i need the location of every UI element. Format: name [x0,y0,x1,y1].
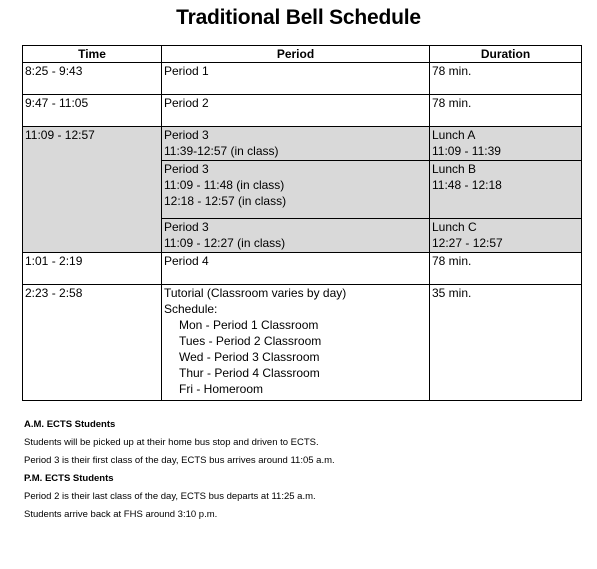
table-row [23,127,582,161]
note-line: Period 3 is their first class of the day, ECTS bus arrives around 11:05 a.m. [24,455,335,466]
tutorial-title: Tutorial (Classroom varies by day) [164,286,347,300]
lunch-time: 11:48 - 12:18 [432,178,502,192]
ects-notes [24,418,335,522]
duration-cell: 78 min. [430,253,582,285]
time-cell: 8:25 - 9:43 [23,63,162,95]
table-row [23,253,582,285]
header-duration: Duration [430,46,582,63]
period-cell [162,127,430,161]
period-line: 11:09 - 11:48 (in class) [164,178,285,192]
period-cell: Period 2 [162,95,430,127]
tutorial-day: Wed - Period 3 Classroom [179,350,320,364]
period-cell: Period 4 [162,253,430,285]
tutorial-day: Tues - Period 2 Classroom [179,334,322,348]
time-cell: 9:47 - 11:05 [23,95,162,127]
bell-schedule-table [22,45,582,401]
period-cell [162,161,430,219]
note-line: Period 2 is their last class of the day, ECTS bus departs at 11:25 a.m. [24,491,316,502]
tutorial-day: Thur - Period 4 Classroom [179,366,320,380]
table-row [23,63,582,95]
period-line: Period 3 [164,128,209,142]
period-cell [162,219,430,253]
note-line: Students arrive back at FHS around 3:10 p.m. [24,509,218,520]
lunch-label: Lunch A [432,128,476,142]
lunch-cell [430,127,582,161]
schedule-label: Schedule: [164,302,218,316]
lunch-cell [430,219,582,253]
period-cell [162,285,430,401]
duration-cell: 35 min. [430,285,582,401]
table-row [23,285,582,401]
lunch-label: Lunch B [432,162,477,176]
period-line: 11:39-12:57 (in class) [164,144,279,158]
period-line: Period 3 [164,162,209,176]
lunch-cell [430,161,582,219]
duration-cell: 78 min. [430,95,582,127]
lunch-time: 12:27 - 12:57 [432,236,503,250]
duration-cell: 78 min. [430,63,582,95]
table-row [23,95,582,127]
header-time: Time [23,46,162,63]
period-line: 12:18 - 12:57 (in class) [164,194,287,208]
period-line: 11:09 - 12:27 (in class) [164,236,286,250]
period-cell: Period 1 [162,63,430,95]
period-line: Period 3 [164,220,209,234]
page-title: Traditional Bell Schedule [176,6,421,29]
lunch-time: 11:09 - 11:39 [432,144,501,158]
time-cell: 2:23 - 2:58 [23,285,162,401]
header-period: Period [162,46,430,63]
tutorial-day: Mon - Period 1 Classroom [179,318,319,332]
header-row [23,46,582,63]
am-heading: A.M. ECTS Students [24,419,116,430]
note-line: Students will be picked up at their home bus stop and driven to ECTS. [24,437,319,448]
pm-heading: P.M. ECTS Students [24,473,114,484]
lunch-label: Lunch C [432,220,477,234]
tutorial-day: Fri - Homeroom [179,382,264,396]
time-cell: 1:01 - 2:19 [23,253,162,285]
time-cell: 11:09 - 12:57 [23,127,162,253]
